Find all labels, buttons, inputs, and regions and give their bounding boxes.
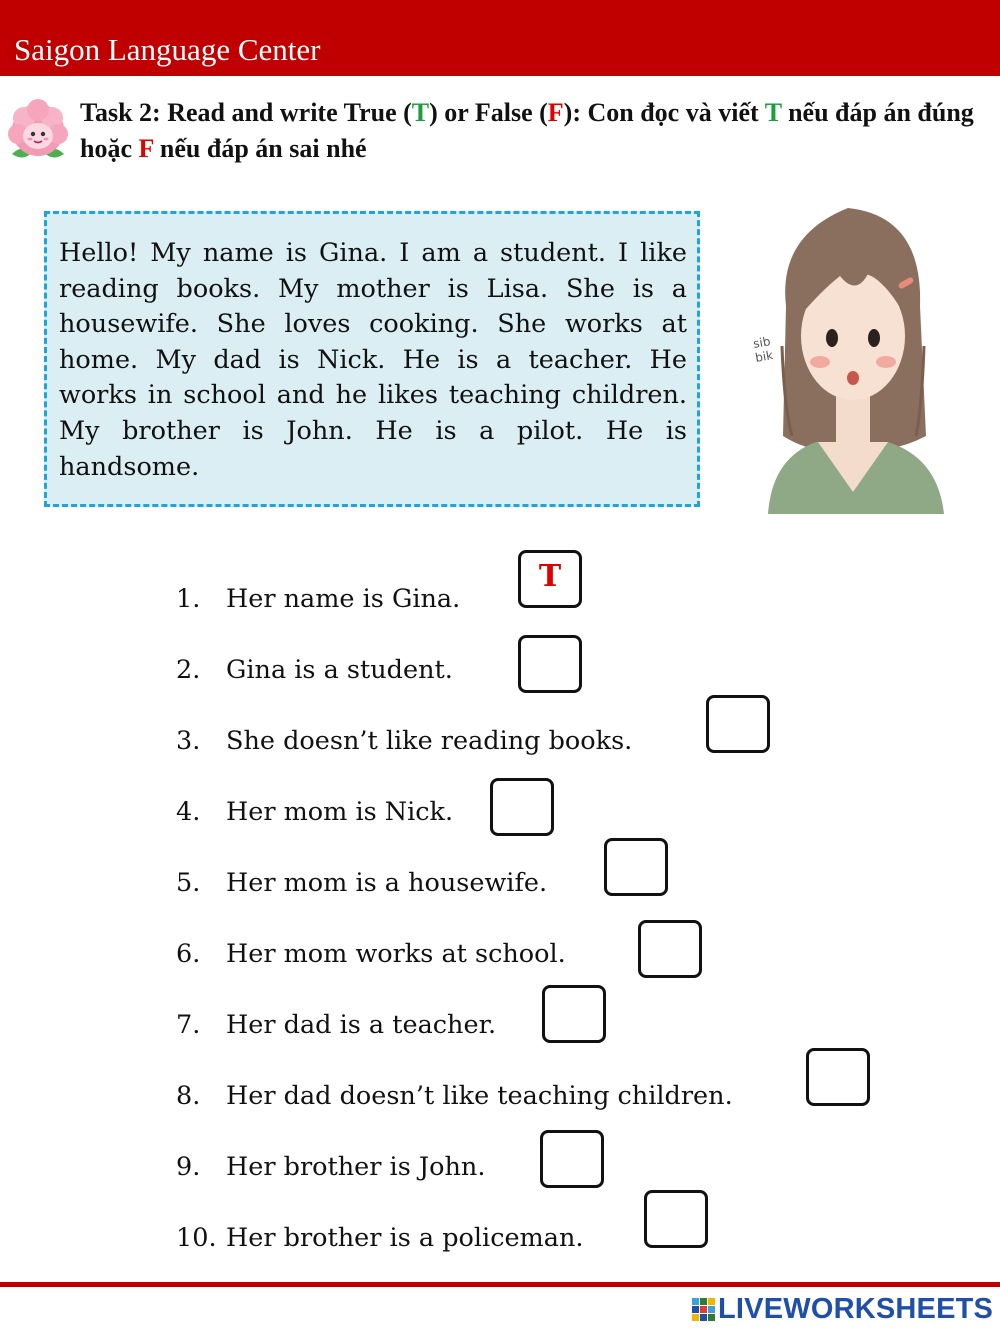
liveworksheets-logo bbox=[692, 1293, 992, 1325]
answer-box-5[interactable] bbox=[604, 838, 668, 896]
question-number: 2. bbox=[176, 655, 201, 685]
answer-box-6[interactable] bbox=[638, 920, 702, 978]
svg-text:bik: bik bbox=[754, 348, 775, 365]
question-text: Her name is Gina. bbox=[226, 584, 461, 614]
answer-box-2[interactable] bbox=[518, 635, 582, 693]
brand-name: LIVEWORKSHEETS bbox=[718, 1293, 994, 1325]
liveworksheets-icon bbox=[692, 1298, 716, 1322]
answer-box-7[interactable] bbox=[542, 985, 606, 1043]
task-instruction: Task 2: Read and write True (T) or False (F): Con đọc và viết T nếu đáp án đúng hoặc F nếu đáp án sai nhé bbox=[80, 98, 974, 163]
girl-illustration bbox=[748, 196, 958, 514]
svg-text:sib: sib bbox=[752, 334, 772, 351]
question-number: 10. bbox=[176, 1223, 217, 1253]
answer-box-8[interactable] bbox=[806, 1048, 870, 1106]
answer-box-1[interactable]: T bbox=[518, 550, 582, 608]
flower-mascot-icon bbox=[2, 96, 74, 168]
question-number: 6. bbox=[176, 939, 201, 969]
reading-passage: Hello! My name is Gina. I am a student. I like reading books. My mother is Lisa. She is a housewife. She loves cooking. She works at home. My dad is Nick. He is a teacher. He works in school and he likes teaching children. My brother is John. He is a pilot. He is handsome. bbox=[59, 238, 687, 482]
question-number: 5. bbox=[176, 868, 201, 898]
header-bar bbox=[0, 0, 1000, 76]
question-number: 1. bbox=[176, 584, 201, 614]
question-number: 3. bbox=[176, 726, 201, 756]
answer-box-3[interactable] bbox=[706, 695, 770, 753]
question-text: Her brother is John. bbox=[226, 1152, 486, 1182]
question-text: Her mom is a housewife. bbox=[226, 868, 548, 898]
footer-divider bbox=[0, 1282, 1000, 1287]
question-number: 7. bbox=[176, 1010, 201, 1040]
question-number: 8. bbox=[176, 1081, 201, 1111]
reading-passage-box bbox=[44, 211, 700, 507]
question-number: 4. bbox=[176, 797, 201, 827]
question-text: Gina is a student. bbox=[226, 655, 453, 685]
answer-box-4[interactable] bbox=[490, 778, 554, 836]
question-text: Her dad is a teacher. bbox=[226, 1010, 497, 1040]
question-text: Her mom works at school. bbox=[226, 939, 566, 969]
question-text: Her brother is a policeman. bbox=[226, 1223, 584, 1253]
question-number: 9. bbox=[176, 1152, 201, 1182]
answer-box-9[interactable] bbox=[540, 1130, 604, 1188]
center-name: Saigon Language Center bbox=[14, 32, 321, 67]
question-text: Her mom is Nick. bbox=[226, 797, 454, 827]
question-text: Her dad doesn’t like teaching children. bbox=[226, 1081, 733, 1111]
question-text: She doesn’t like reading books. bbox=[226, 726, 633, 756]
answer-box-10[interactable] bbox=[644, 1190, 708, 1248]
